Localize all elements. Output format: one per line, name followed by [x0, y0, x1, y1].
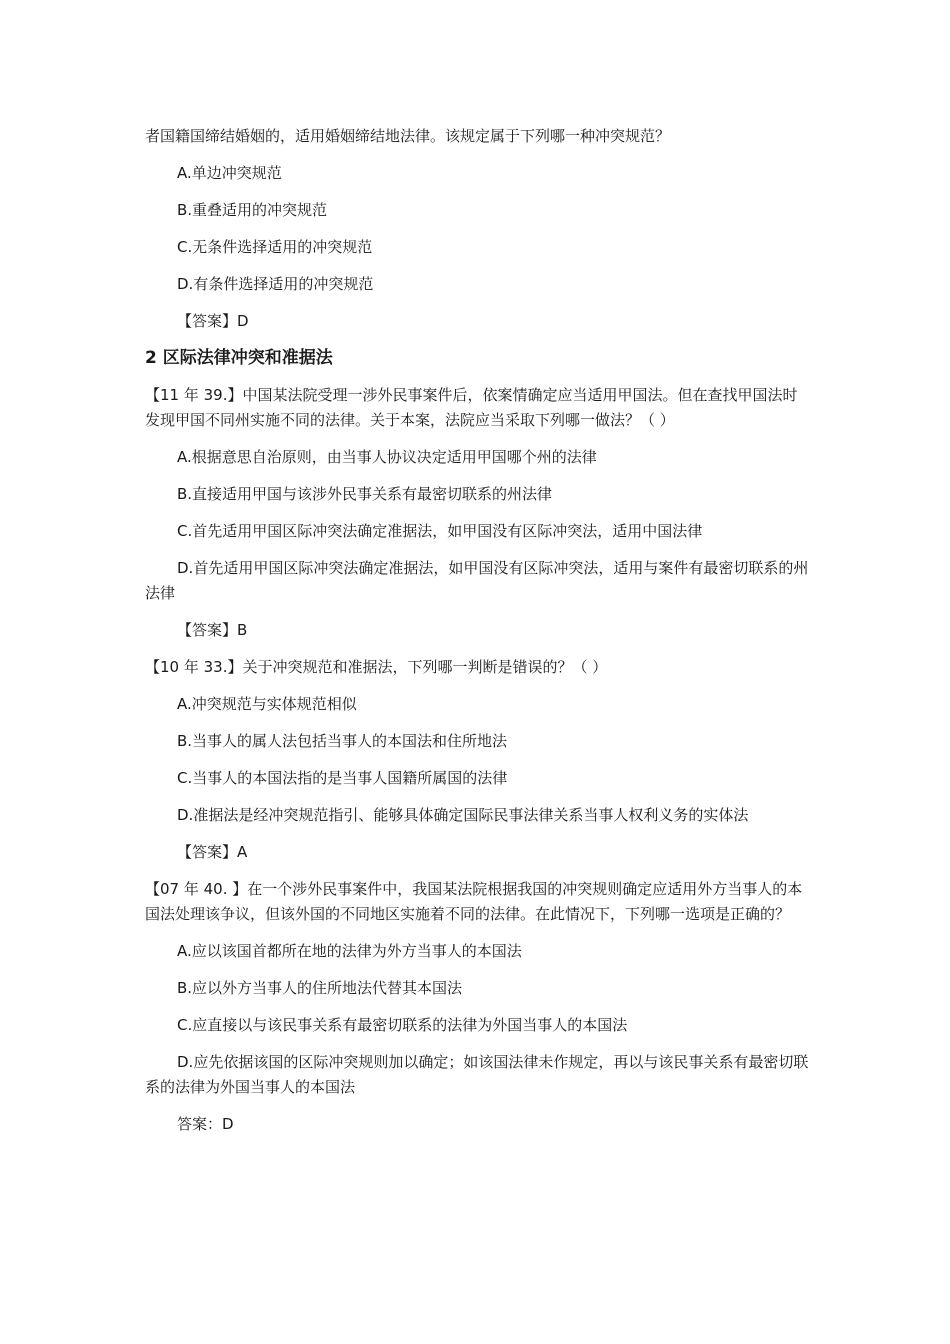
option-c: C.应直接以与该民事关系有最密切联系的法律为外国当事人的本国法	[177, 1016, 628, 1034]
option-b: B.应以外方当事人的住所地法代替其本国法	[177, 979, 463, 997]
option-c: C.当事人的本国法指的是当事人国籍所属国的法律	[177, 769, 508, 787]
option-a: A.冲突规范与实体规范相似	[177, 695, 357, 713]
question-stem: 【07 年 40. 】在一个涉外民事案件中，我国某法院根据我国的冲突规则确定应适用外方当事人的本国法处理该争议，但该外国的不同地区实施着不同的法律。在此情况下，下列哪一选项是正确的？	[145, 880, 803, 923]
option-b: B.直接适用甲国与该涉外民事关系有最密切联系的州法律	[177, 485, 553, 503]
option-c: C.首先适用甲国区际冲突法确定准据法，如甲国没有区际冲突法，适用中国法律	[177, 522, 703, 540]
option-d-text: D.首先适用甲国区际冲突法确定准据法，如甲国没有区际冲突法，适用与案件有最密切联系的州法律	[145, 559, 809, 602]
option-d-text: D.准据法是经冲突规范指引、能够具体确定国际民事法律关系当事人权利义务的实体法	[177, 806, 749, 824]
option-d: D.有条件选择适用的冲突规范	[177, 275, 374, 293]
option-a: A.单边冲突规范	[177, 164, 282, 182]
answer-line: 【答案】D	[177, 312, 249, 330]
question-stem: 【10 年 33.】关于冲突规范和准据法，下列哪一判断是错误的？（ ）	[145, 658, 608, 676]
option-c: C.无条件选择适用的冲突规范	[177, 238, 373, 256]
option-d	[145, 803, 810, 828]
option-d	[145, 556, 810, 606]
question-stem: 【11 年 39.】中国某法院受理一涉外民事案件后，依案情确定应当适用甲国法。但在查找甲国法时发现甲国不同州实施不同的法律。关于本案，法院应当采取下列哪一做法？（ ）	[145, 386, 798, 429]
option-b: B.当事人的属人法包括当事人的本国法和住所地法	[177, 732, 508, 750]
answer-line: 答案：D	[177, 1115, 234, 1133]
answer-line: 【答案】B	[177, 621, 248, 639]
option-b: B.重叠适用的冲突规范	[177, 201, 328, 219]
question-stem-continued: 者国籍国缔结婚姻的，适用婚姻缔结地法律。该规定属于下列哪一种冲突规范？	[145, 127, 671, 145]
option-a: A.根据意思自治原则，由当事人协议决定适用甲国哪个州的法律	[177, 448, 597, 466]
option-d-text: D.应先依据该国的区际冲突规则加以确定；如该国法律未作规定，再以与该民事关系有最密切联系的法律为外国当事人的本国法	[145, 1053, 809, 1096]
section-heading: 2 区际法律冲突和准据法	[145, 348, 333, 368]
document-body	[145, 124, 810, 1149]
answer-line: 【答案】A	[177, 843, 248, 861]
option-a: A.应以该国首都所在地的法律为外方当事人的本国法	[177, 942, 522, 960]
option-d	[145, 1050, 810, 1100]
